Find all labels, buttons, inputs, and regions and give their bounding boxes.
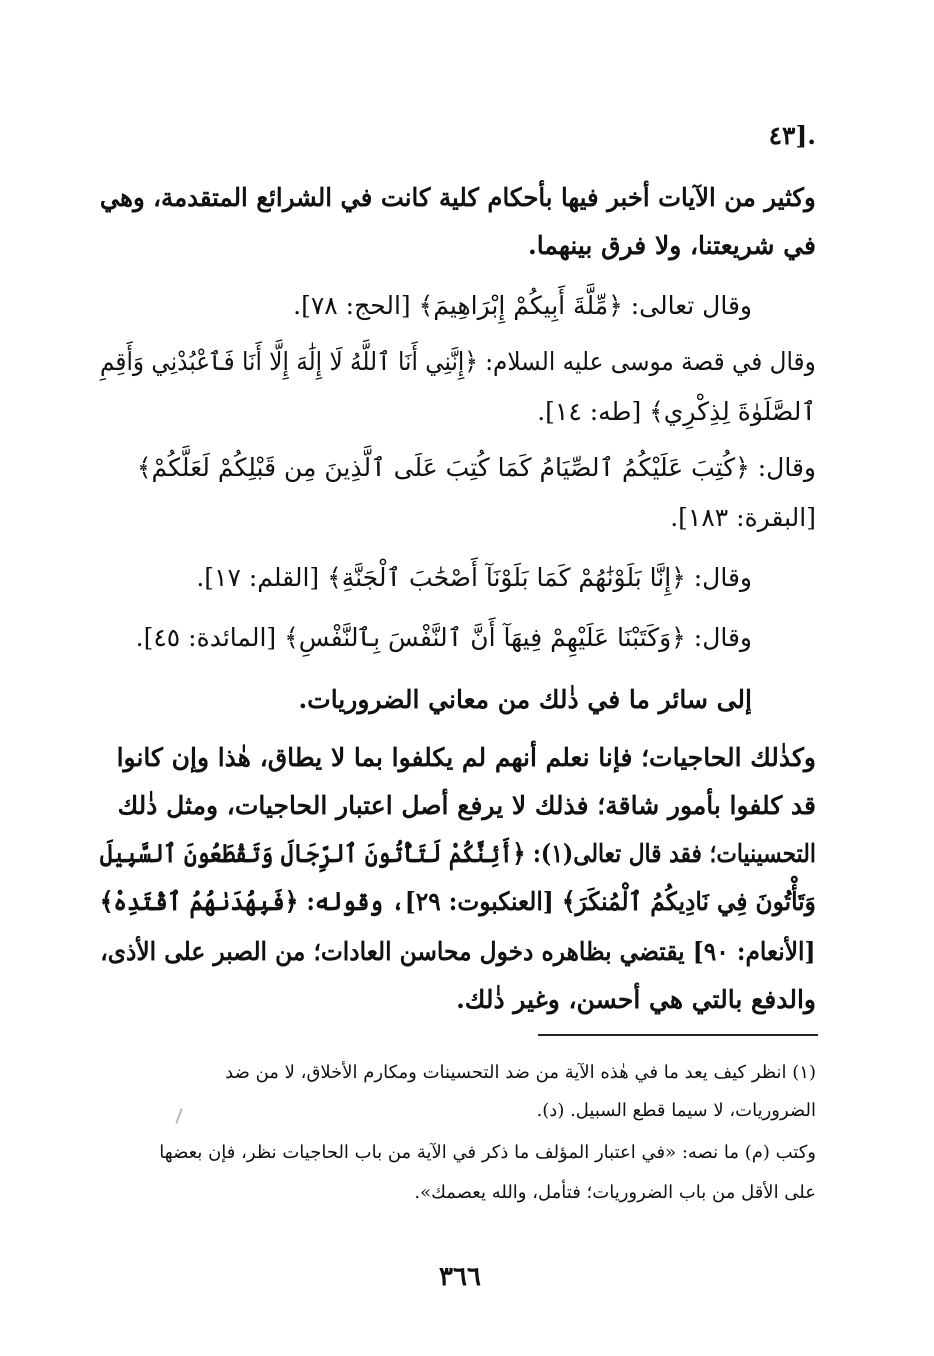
footnote-separator <box>538 1034 818 1036</box>
body-line: وقال في قصة موسى عليه السلام: ﴿إِنَّنِي أَنَا ٱللَّهُ لَا إِلَٰهَ إِلَّا أَنَا فَٱعْبُدْنِي وَأَقِمِ <box>100 347 816 376</box>
footnote-line: (١) انظر كيف يعد ما في هٰذه الآية من ضد التحسينات ومكارم الأخلاق، لا من ضد <box>225 1062 816 1083</box>
scan-mark <box>175 1108 182 1124</box>
body-line: وقال تعالى: ﴿مِّلَّةَ أَبِيكُمْ إِبْرَاهِيمَ﴾ [الحج: ٧٨]. <box>293 291 752 320</box>
body-line: [الأنعام: ٩٠] يقتضي بظاهره دخول محاسن العادات؛ من الصبر على الأذى، <box>100 937 816 966</box>
page-number: ٣٦٦ <box>439 1262 481 1292</box>
footnote-line: على الأقل من باب الضروريات؛ فتأمل، والله يعصمك». <box>414 1182 816 1203</box>
body-line: قد كلفوا بأمور شاقة؛ فذلك لا يرفع أصل اعتبار الحاجيات، ومثل ذٰلك <box>117 791 816 820</box>
body-line: وقال: ﴿وَكَتَبْنَا عَلَيْهِمْ فِيهَآ أَنَّ ٱلنَّفْسَ بِٱلنَّفْسِ﴾ [المائدة: ٤٥]. <box>135 623 752 652</box>
body-line: وقال: ﴿كُتِبَ عَلَيْكُمُ ٱلصِّيَامُ كَمَا كُتِبَ عَلَى ٱلَّذِينَ مِن قَبْلِكُمْ لَعَلَّكُمْ﴾ <box>136 453 816 482</box>
body-line: وقال: ﴿إِنَّا بَلَوْنَٰهُمْ كَمَا بَلَوْنَآ أَصْحَٰبَ ٱلْجَنَّةِ﴾ [القلم: ١٧]. <box>196 563 752 592</box>
footnote-line: وكتب (م) ما نصه: «في اعتبار المؤلف ما ذكر في الآية من باب الحاجيات نظر، فإن بعضها <box>159 1142 816 1163</box>
body-line: إلى سائر ما في ذٰلك من معاني الضروريات. <box>298 685 752 714</box>
footnote-line: الضروريات، لا سيما قطع السبيل. (د). <box>536 1100 816 1121</box>
body-line: والدفع بالتي هي أحسن، وغير ذٰلك. <box>456 985 816 1014</box>
body-line: في شريعتنا، ولا فرق بينهما. <box>528 231 816 260</box>
chapter-ref: .[٤٣ <box>768 121 816 150</box>
body-line: ٱلصَّلَوٰةَ لِذِكْرِي﴾ [طه: ١٤]. <box>537 397 816 426</box>
body-line: وكثير من الآيات أخبر فيها بأحكام كلية كانت في الشرائع المتقدمة، وهي <box>100 183 816 212</box>
body-line: وَتَأْتُونَ فِي نَادِيكُمُ ٱلْمُنكَرَ﴾ [العنكبوت: ٢٩]، وقوله: ﴿فَبِهُدَىٰهُمُ ٱقْتَدِهْ﴾ <box>99 887 816 916</box>
body-line: التحسينيات؛ فقد قال تعالى(١): ﴿أَئِنَّكُمْ لَتَأْتُونَ ٱلرِّجَالَ وَتَقْطَعُونَ ٱلسَّبِيلَ <box>100 839 816 868</box>
body-line: [البقرة: ١٨٣]. <box>670 503 816 532</box>
body-line: وكذٰلك الحاجيات؛ فإنا نعلم أنهم لم يكلفوا بما لا يطاق، هٰذا وإن كانوا <box>116 743 816 772</box>
